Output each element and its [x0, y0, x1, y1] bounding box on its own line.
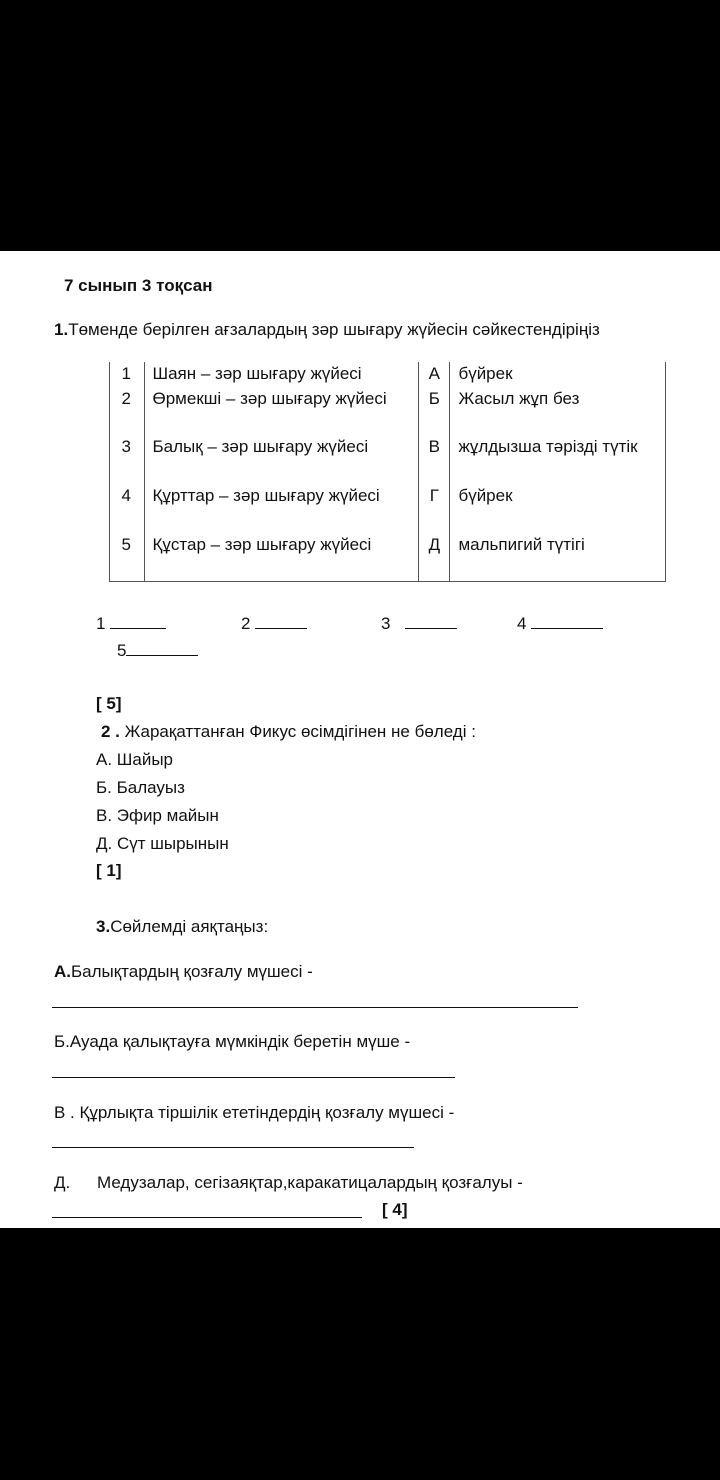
organism-description: Құрттар – зәр шығару жүйесі	[144, 484, 419, 533]
option-d: Д. Сүт шырынын	[96, 834, 229, 853]
organism-description: Құстар – зәр шығару жүйесі	[144, 533, 419, 581]
question-3c: В . Құрлықта тіршілік ететіндердің қозғалу мүшесі -	[54, 1103, 455, 1122]
answer-blank-1[interactable]	[96, 612, 166, 634]
row-number: 5	[109, 533, 144, 581]
worksheet-page	[0, 251, 720, 1228]
option-a: А. Шайыр	[96, 750, 173, 769]
option-c: В. Эфир майын	[96, 806, 219, 825]
answer-letter: А	[419, 362, 450, 387]
blank-label: 5	[117, 641, 127, 660]
question-3a	[54, 962, 313, 982]
question-3-score: [ 4]	[382, 1200, 408, 1219]
blank-label: 2	[241, 614, 251, 633]
blank-line[interactable]	[126, 639, 198, 656]
answer-line-3c[interactable]	[52, 1147, 414, 1148]
question-2-text: Жарақаттанған Фикус өсімдігінен не бөледі :	[119, 722, 476, 741]
answer-option: бүйрек	[458, 486, 513, 505]
blank-label: 3	[381, 614, 391, 633]
blank-label: 4	[517, 614, 527, 633]
blank-line[interactable]	[531, 612, 603, 629]
answer-line-3d[interactable]	[52, 1217, 362, 1218]
option-b: Б. Балауыз	[96, 778, 185, 797]
organism-description: Шаян – зәр шығару жүйесі	[144, 362, 419, 387]
table-row	[109, 533, 666, 581]
blank-line[interactable]	[255, 612, 307, 629]
row-number: 3	[109, 435, 144, 484]
question-3a-text: Балықтардың қозғалу мүшесі -	[71, 962, 313, 981]
answer-letter: Б	[419, 387, 450, 435]
question-3d-text: Медузалар, сегізаяқтар,каракатицалардың қозғалуы -	[97, 1173, 523, 1192]
blank-line[interactable]	[110, 612, 166, 629]
question-3-number: 3.	[96, 917, 111, 936]
question-3-prompt	[96, 917, 268, 937]
question-1-text: Төменде берілген ағзалардың зәр шығару жүйесін сәйкестендіріңіз	[68, 320, 600, 339]
answer-line-3a[interactable]	[52, 1007, 578, 1008]
blank-line[interactable]	[405, 612, 457, 629]
organism-description: Балық – зәр шығару жүйесі	[144, 435, 419, 484]
answer-blank-5[interactable]	[117, 639, 198, 661]
answer-option: жұлдызша тәрізді түтік	[458, 437, 638, 456]
row-number: 4	[109, 484, 144, 533]
question-1-prompt	[54, 320, 600, 340]
question-2-score: [ 1]	[96, 861, 122, 880]
answer-option: Жасыл жұп без	[458, 389, 580, 408]
answer-blank-4[interactable]	[517, 612, 603, 634]
question-3b: Б.Ауада қалықтауға мүмкіндік беретін мүше -	[54, 1032, 411, 1051]
answer-line-3b[interactable]	[52, 1077, 455, 1078]
class-quarter-heading: 7 сынып 3 тоқсан	[64, 276, 213, 295]
answer-letter: Д	[419, 533, 450, 581]
answer-blank-3[interactable]	[381, 612, 457, 634]
row-number: 2	[109, 387, 144, 435]
answer-letter: В	[419, 435, 450, 484]
table-row	[109, 484, 666, 533]
organism-description: Өрмекші – зәр шығару жүйесі	[144, 387, 419, 435]
answer-option: бүйрек	[458, 364, 513, 383]
question-3a-letter: А.	[54, 962, 71, 981]
answer-letter: Г	[419, 484, 450, 533]
question-2-number: 2 .	[101, 722, 120, 741]
question-3-text: Сөйлемді аяқтаңыз:	[110, 917, 269, 936]
question-3d-letter: Д.	[54, 1173, 71, 1192]
row-number: 1	[109, 362, 144, 387]
answer-blank-2[interactable]	[241, 612, 307, 634]
question-2-prompt	[101, 722, 476, 742]
table-row	[109, 435, 666, 484]
question-1-score: [ 5]	[96, 694, 122, 713]
answer-option: мальпигий түтігі	[450, 533, 666, 581]
matching-table	[109, 362, 666, 582]
table-row	[109, 387, 666, 435]
table-row	[109, 362, 666, 387]
blank-label: 1	[96, 614, 106, 633]
question-1-number: 1.	[54, 320, 69, 339]
